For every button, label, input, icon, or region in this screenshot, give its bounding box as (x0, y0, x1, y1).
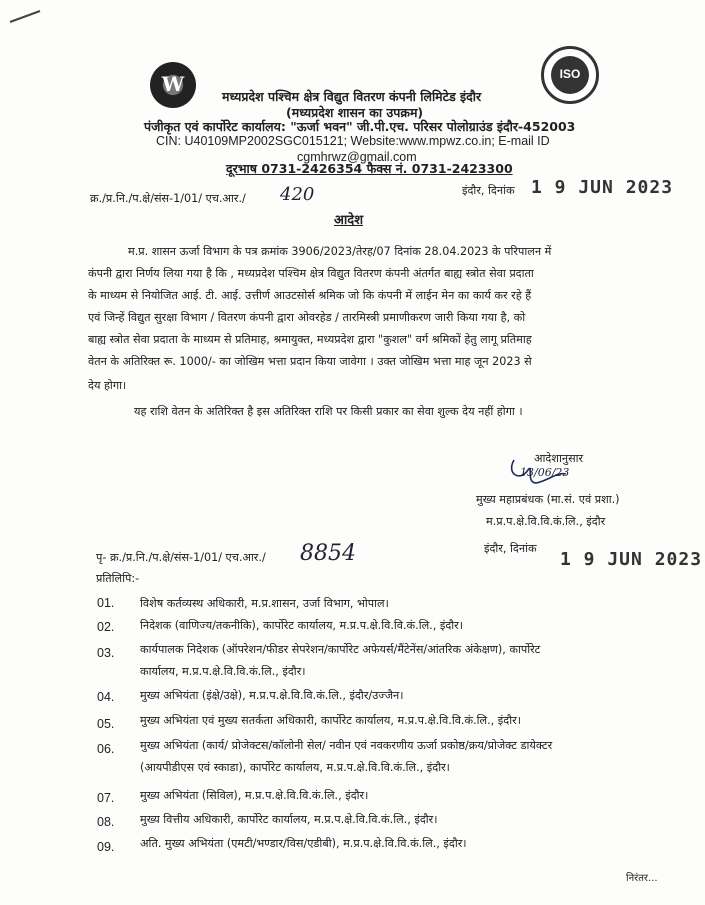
order-para1-line: वेतन के अतिरिक्त रू. 1000/- का जोखिम भत्ता प्रदान किया जावेगा । उक्त जोखिम भत्ता माह जून 2023 से (88, 355, 532, 368)
signatory-company: म.प्र.प.क्षे.वि.वि.कं.लि., इंदौर (486, 515, 606, 528)
copy-item-text: मुख्य अभियंता (कार्य/ प्रोजेक्टस/कॉलोनी सेल/ नवीन एवं नवकरणीय ऊर्जा प्रकोष्ठ/क्रय/प्रोजेक्ट डायेक्टर (140, 739, 553, 752)
copy-reference-label: पृ- क्र./प्र.नि./प.क्षे/संस-1/01/ एच.आर./ (96, 551, 266, 564)
company-logo (150, 62, 196, 108)
email-address: cgmhrwz@gmail.com (297, 150, 417, 164)
copy-heading: प्रतिलिपि:- (96, 572, 140, 585)
order-para1-line: बाह्य स्त्रोत सेवा प्रदाता के माध्यम से प्रतिमाह, श्रमायुक्त, मध्यप्रदेश द्वारा "कुशल" वर्ग श्रमिकों हेतु लागू प्रतिमाह (88, 333, 532, 346)
order-reference-label: क्र./प्र.नि./प.क्षे/संस-1/01/ एच.आर./ (90, 192, 246, 205)
order-date-label: इंदौर, दिनांक (462, 184, 515, 197)
order-para2: यह राशि वेतन के अतिरिक्त है इस अतिरिक्त राशि पर किसी प्रकार का सेवा शुल्क देय नहीं होगा । (134, 405, 523, 418)
copy-item-text: (आयपीडीएस एवं स्काडा), कार्पोरेट कार्यालय, म.प्र.प.क्षे.वि.वि.कं.लि., इंदौर। (140, 761, 450, 774)
office-address: पंजीकृत एवं कार्पोरेट कार्यालय: "ऊर्जा भवन" जी.पी.एच. परिसर पोलोग्राउंड इंदौर-452003 (144, 119, 576, 134)
order-para1-line: कंपनी द्वारा निर्णय लिया गया है कि , मध्यप्रदेश पश्चिम क्षेत्र विद्युत वितरण कंपनी अंतर्गत बाह्य स्त्रोत सेवा प्रदाता (88, 267, 534, 280)
copy-item-number: 02. (97, 620, 115, 634)
copy-item-number: 08. (97, 815, 115, 829)
copy-item-text: अति. मुख्य अभियंता (एमटी/भण्डार/विस/एडीबी), म.प्र.प.क्षे.वि.वि.कं.लि., इंदौर। (140, 837, 467, 850)
copy-item-number: 04. (97, 690, 115, 704)
signatory-designation: मुख्य महाप्रबंधक (मा.सं. एवं प्रशा.) (476, 493, 620, 506)
iso-certified-seal (541, 46, 599, 104)
order-para1-line: एवं जिन्हें विद्युत सुरक्षा विभाग / वितरण कंपनी द्वारा ओवरहेड / तारमिस्त्री प्रमाणीकरण जारी किया गया है, को (88, 311, 526, 324)
copy-item-text: विशेष कर्तव्यस्थ अधिकारी, म.प्र.शासन, उर्जा विभाग, भोपाल। (140, 597, 389, 610)
order-date-stamp: 1 9 JUN 2023 (531, 177, 674, 198)
copy-item-text: मुख्य अभियंता (इंक्षे/उक्षे), म.प्र.प.क्षे.वि.वि.कं.लि., इंदौर/उज्जैन। (140, 689, 404, 702)
order-reference-number: 420 (280, 184, 315, 205)
copy-item-number: 01. (97, 596, 115, 610)
copy-item-text: कार्यपालक निदेशक (ऑपरेशन/फीडर सेपरेशन/कार्पोरेट अफेयर्स/मैंटेनेंस/आंतरिक अंकेक्षण), कार्पोरेट (140, 643, 541, 656)
copy-date-stamp: 1 9 JUN 2023 (560, 549, 703, 570)
phone-fax-line: दूरभाष 0731-2426354 फैक्स नं. 0731-2423300 (226, 161, 513, 176)
copy-item-text: निदेशक (वाणिज्य/तकनीकि), कार्पोरेट कार्यालय, म.प्र.प.क्षे.वि.वि.कं.लि., इंदौर। (140, 619, 463, 632)
copy-item-text: कार्यालय, म.प्र.प.क्षे.वि.वि.कं.लि., इंदौर। (140, 665, 306, 678)
order-para1-line: के माध्यम से नियोजित आई. टी. आई. उत्तीर्ण आउटसोर्स श्रमिक जो कि कंपनी में लाईन मेन का कार्य कर रहे हैं (88, 289, 532, 302)
copy-reference-number: 8854 (300, 541, 356, 566)
by-order-label: आदेशानुसार (534, 452, 584, 465)
pen-mark (8, 8, 44, 24)
cin-website-line: CIN: U40109MP2002SGC015121; Website:www.mpwz.co.in; E-mail ID (156, 134, 550, 148)
copy-item-number: 05. (97, 717, 115, 731)
org-subtitle: (मध्यप्रदेश शासन का उपक्रम) (286, 105, 424, 120)
copy-item-number: 06. (97, 742, 115, 756)
copy-item-text: मुख्य अभियंता एवं मुख्य सतर्कता अधिकारी, कार्पोरेट कार्यालय, म.प्र.प.क्षे.वि.वि.कं.लि., इंदौर। (140, 714, 521, 727)
copy-item-number: 09. (97, 840, 115, 854)
order-para1-line: देय होगा। (88, 379, 127, 392)
copy-item-number: 07. (97, 791, 115, 805)
copy-date-label: इंदौर, दिनांक (484, 542, 537, 555)
copy-item-text: मुख्य अभियंता (सिविल), म.प्र.प.क्षे.वि.वि.कं.लि., इंदौर। (140, 789, 369, 802)
order-title: आदेश (334, 213, 364, 228)
copy-item-text: मुख्य वित्तीय अधिकारी, कार्पोरेट कार्यालय, म.प्र.प.क्षे.वि.वि.कं.लि., इंदौर। (140, 813, 438, 826)
iso-seal-text: ISO (559, 67, 581, 81)
org-name: मध्यप्रदेश पश्चिम क्षेत्र विद्युत वितरण कंपनी लिमिटेड इंदौर (222, 89, 482, 104)
order-para1-line: म.प्र. शासन ऊर्जा विभाग के पत्र क्रमांक 3906/2023/तेरह/07 दिनांक 28.04.2023 के परिपालन में (128, 245, 552, 258)
continued-note: निरंतर... (626, 873, 658, 884)
signature-date-note: 13/06/23 (520, 466, 570, 479)
logo-text: W (161, 72, 185, 96)
copy-item-number: 03. (97, 646, 115, 660)
